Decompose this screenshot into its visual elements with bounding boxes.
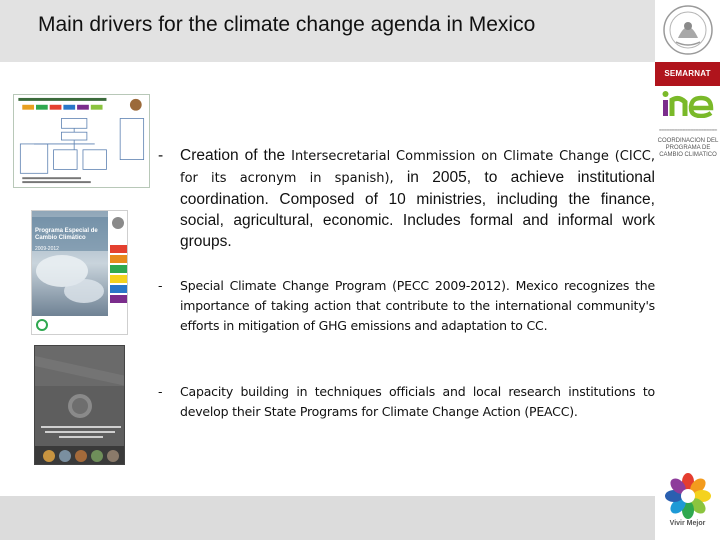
bullet-text bbox=[180, 145, 655, 252]
bullet-text-part: Mexico recognizes the importance of taking action that contribute to the international community's efforts in mitigation of GHG emissions and adaptation to CC. bbox=[180, 278, 655, 333]
mexico-seal-icon bbox=[662, 4, 714, 56]
ine-caption: ━━━━━━━━━━━━━━━━━━━━━━━━━━━━━━━━━━━━ bbox=[659, 128, 717, 132]
slide-title: Main drivers for the climate change agenda in Mexico bbox=[38, 13, 536, 36]
bullet-dash: - bbox=[158, 147, 164, 164]
bullet-peacc bbox=[158, 382, 658, 452]
bullet-text-part: Special Climate Change Program (PECC 2009-2012). bbox=[180, 278, 510, 293]
cover-title: Programa Especial de Cambio Climático bbox=[35, 228, 98, 241]
peacc-booklet-thumbnail bbox=[34, 345, 125, 465]
ine-logo-icon bbox=[659, 88, 717, 118]
footer-band bbox=[0, 496, 655, 540]
bullet-text-part: Includes formal and informal work groups. bbox=[180, 212, 655, 250]
bullet-text-part: Capacity building in techniques officials and local research institutions to develop their State Programs for Climate Change Action (PEACC). bbox=[180, 384, 655, 419]
bullet-text-part: Intersecretarial Commission on Climate Change bbox=[291, 149, 609, 164]
vivir-mejor-flower-icon bbox=[663, 472, 713, 520]
bullet-text-part: Composed of 10 ministries, including the finance, social, agricultural, economic. bbox=[180, 191, 655, 229]
cicc-org-chart-thumbnail bbox=[13, 94, 150, 188]
coordination-label: COORDINACION DEL PROGRAMA DE CAMBIO CLIMATICO bbox=[657, 138, 719, 158]
bullet-dash: - bbox=[158, 384, 163, 399]
bullet-dash: - bbox=[158, 278, 163, 293]
bullet-text bbox=[180, 276, 655, 336]
semarnat-logo: SEMARNAT bbox=[655, 62, 720, 86]
vivir-mejor-label: Vivir Mejor bbox=[669, 520, 706, 527]
bullet-text bbox=[180, 382, 655, 422]
cover-years: 2009-2012 bbox=[35, 246, 59, 252]
bullet-text-part: in 2005, to achieve institutional coordination. bbox=[180, 169, 655, 208]
bullet-cicc bbox=[158, 145, 658, 250]
bullet-text-part: Creation of the bbox=[180, 147, 292, 164]
bullet-text-part: (CICC, for its acronym in spanish), bbox=[180, 149, 655, 186]
bullet-pecc bbox=[158, 276, 658, 361]
